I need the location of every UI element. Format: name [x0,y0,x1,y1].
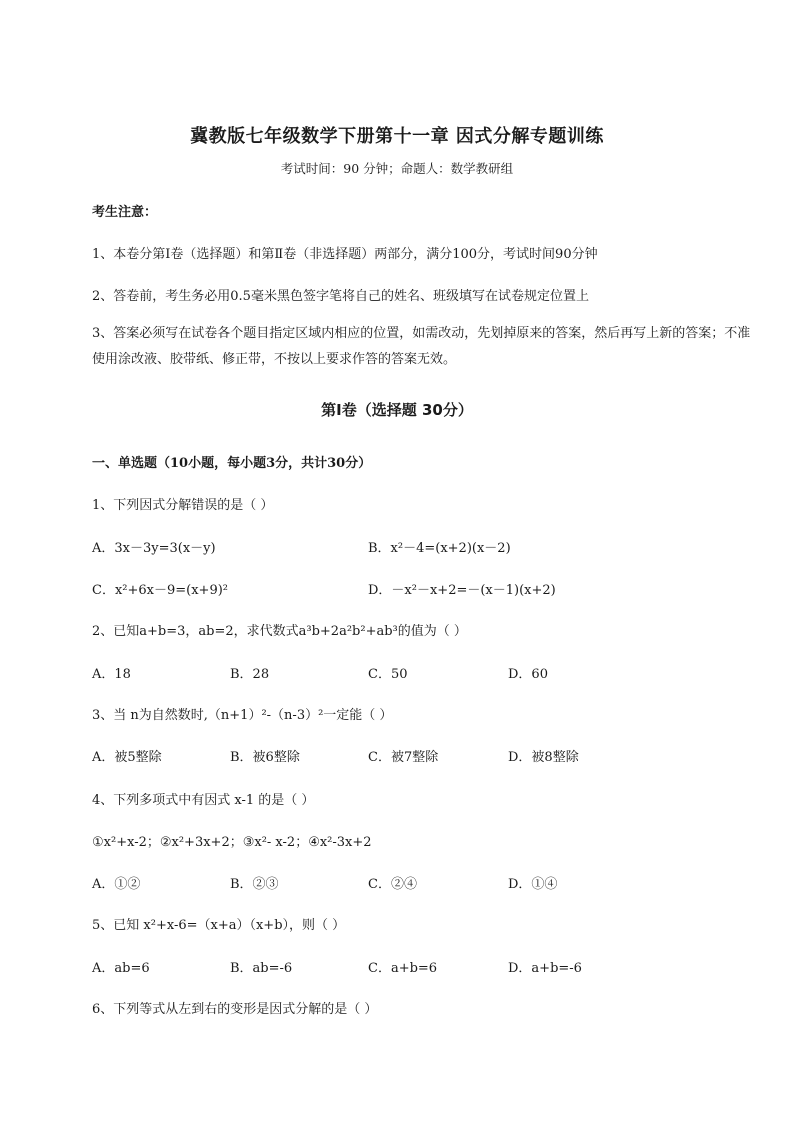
option-a[interactable]: A．被5整除 [92,750,162,765]
option-d[interactable]: D．①④ [508,877,558,892]
question-subitems: ①x²+x-2；②x²+3x+2；③x²- x-2；④x²-3x+2 [92,835,372,850]
question-stem: 6、下列等式从左到右的变形是因式分解的是（ ） [92,1002,378,1017]
option-a[interactable]: A．①② [92,877,141,892]
option-d[interactable]: D．a+b=-6 [508,961,582,976]
option-b[interactable]: B．x²－4=(x+2)(x－2) [368,541,511,556]
question-stem: 3、当 n为自然数时,（n+1）²-（n-3）²一定能（ ） [92,708,393,723]
option-c[interactable]: C．a+b=6 [368,961,438,976]
question-stem: 4、下列多项式中有因式 x-1 的是（ ） [92,793,315,808]
option-b[interactable]: B．被6整除 [230,750,300,765]
notice-item: 2、答卷前，考生务必用0.5毫米黑色签字笔将自己的姓名、班级填写在试卷规定位置上 [92,289,589,304]
part-heading: 一、单选题（10小题，每小题3分，共计30分） [92,456,372,471]
option-d[interactable]: D．60 [508,667,548,682]
option-d[interactable]: D．－x²－x+2=－(x－1)(x+2) [368,583,556,598]
option-a[interactable]: A．3x－3y=3(x－y) [92,541,216,556]
option-c[interactable]: C．x²+6x－9=(x+9)² [92,583,228,598]
option-c[interactable]: C．50 [368,667,408,682]
option-b[interactable]: B．②③ [230,877,279,892]
option-b[interactable]: B．ab=-6 [230,961,293,976]
option-b[interactable]: B．28 [230,667,270,682]
notice-item: 1、本卷分第I卷（选择题）和第Ⅱ卷（非选择题）两部分，满分100分，考试时间90分钟 [92,247,598,262]
question-stem: 2、已知a+b=3，ab=2，求代数式a³b+2a²b²+ab³的值为（ ） [92,624,467,639]
option-c[interactable]: C．②④ [368,877,417,892]
exam-info: 考试时间：90 分钟；命题人：数学教研组 [280,161,514,176]
option-a[interactable]: A．18 [92,667,131,682]
notice-heading: 考生注意： [92,205,158,220]
option-c[interactable]: C．被7整除 [368,750,439,765]
option-a[interactable]: A．ab=6 [92,961,150,976]
page-title: 冀教版七年级数学下册第十一章 因式分解专题训练 [190,126,604,147]
notice-item: 3、答案必须写在试卷各个题目指定区域内相应的位置，如需改动，先划掉原来的答案，然后再写上新的答案；不准使用涂改液、胶带纸、修正带，不按以上要求作答的答案无效。 [92,326,751,367]
question-stem: 5、已知 x²+x-6=（x+a）（x+b），则（ ） [92,918,346,933]
question-stem: 1、下列因式分解错误的是（ ） [92,498,274,513]
option-d[interactable]: D．被8整除 [508,750,579,765]
section-title: 第I卷（选择题 30分） [321,401,473,419]
